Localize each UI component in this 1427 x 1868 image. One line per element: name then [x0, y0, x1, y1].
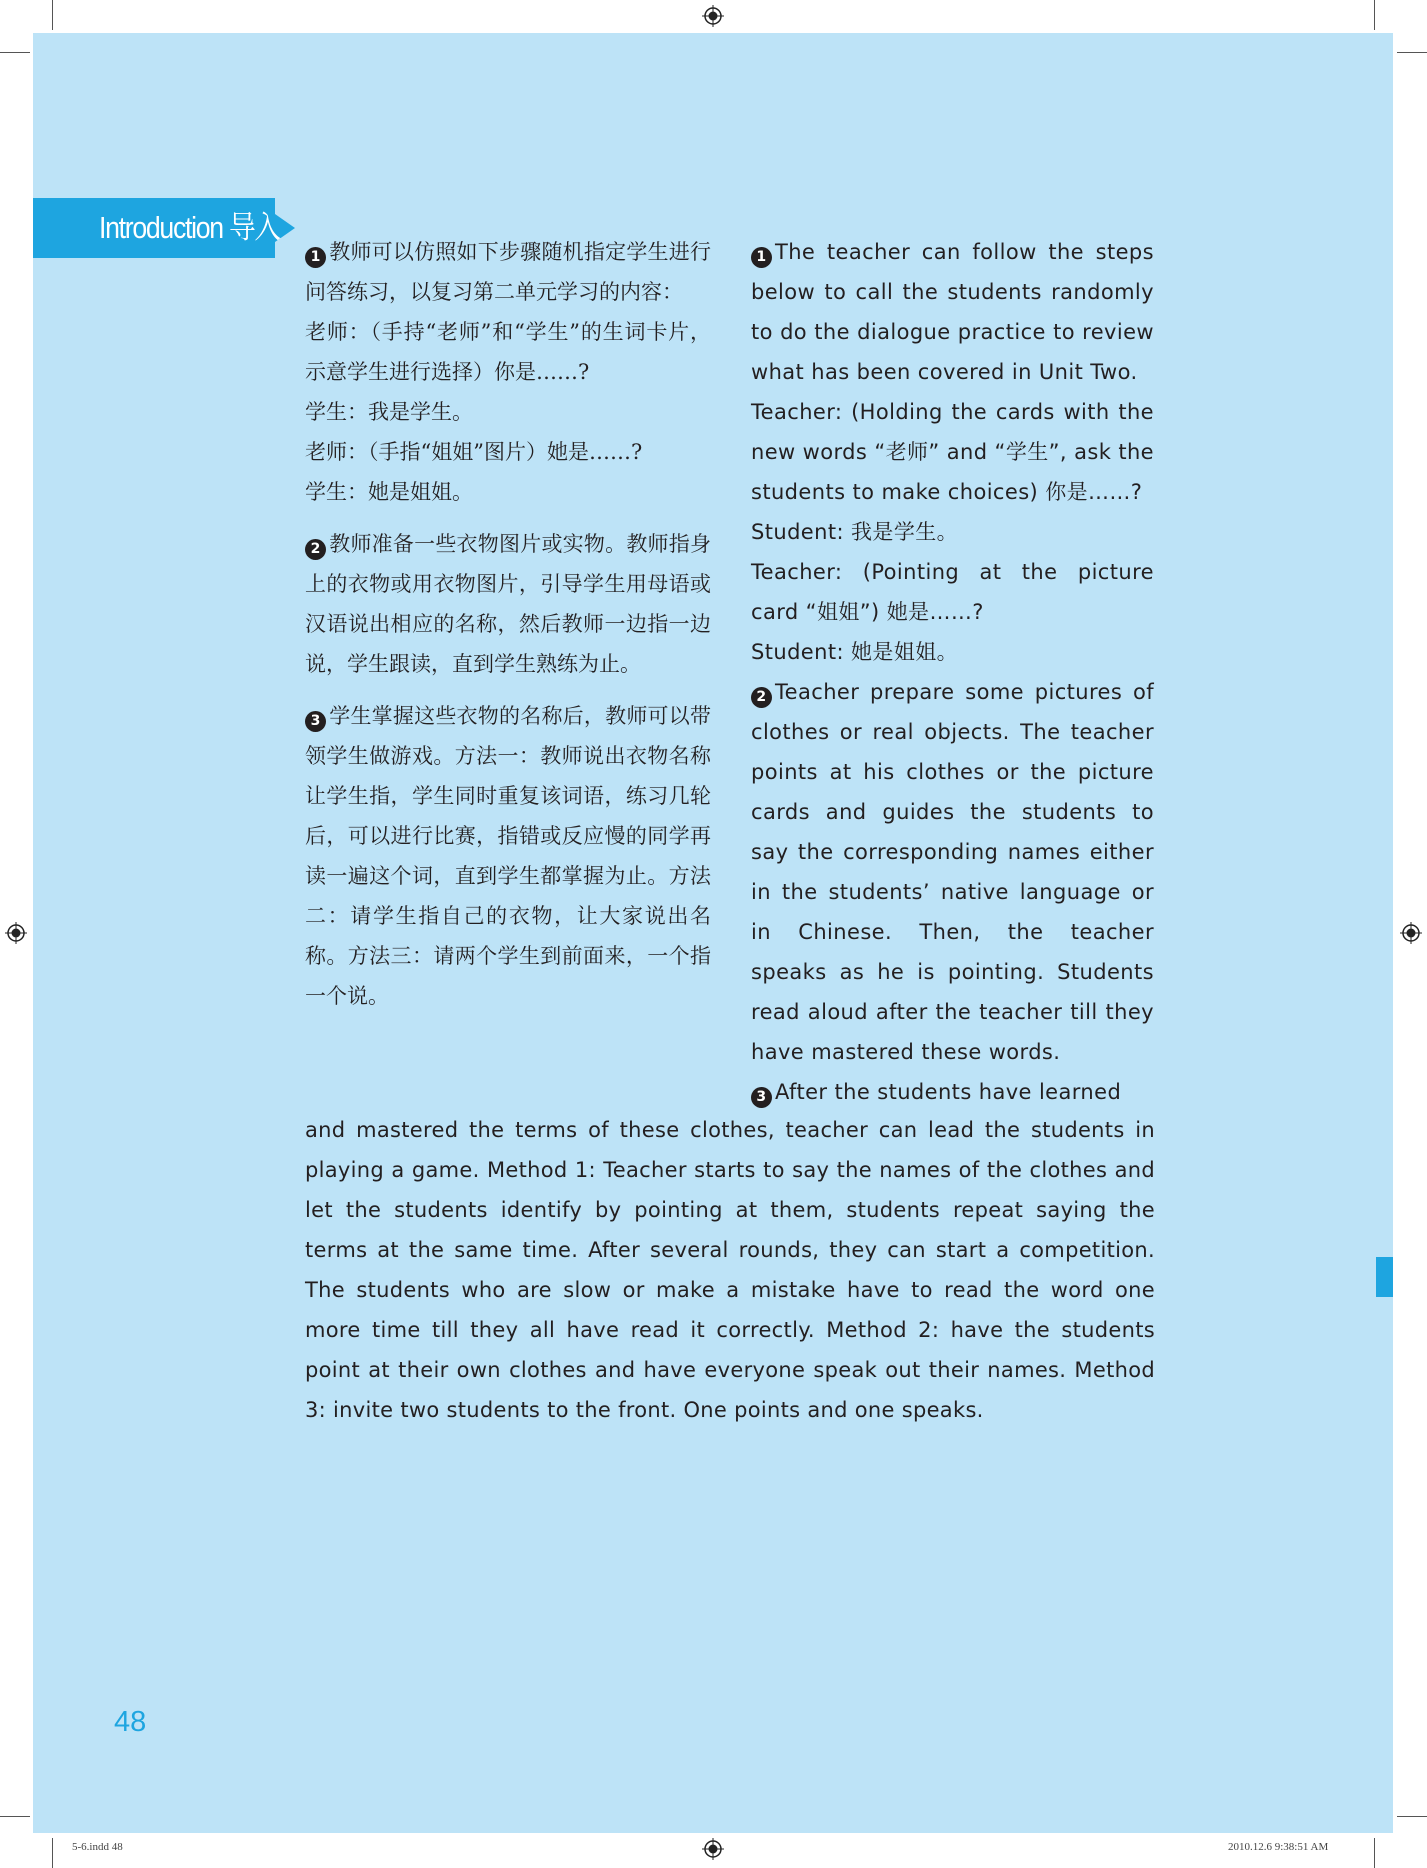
side-tab-marker: [1376, 1257, 1393, 1297]
english-column: [751, 232, 1154, 1112]
number-badge: 2: [305, 539, 326, 560]
number-badge: 1: [305, 247, 326, 268]
list-item: 1 教师可以仿照如下步骤随机指定学生进行问答练习，以复习第二单元学习的内容：: [305, 240, 711, 304]
number-badge: 2: [751, 687, 772, 708]
crop-mark: [52, 0, 53, 30]
registration-mark-icon: [1400, 922, 1422, 944]
section-tab: [33, 198, 295, 258]
chinese-column: [305, 232, 711, 1016]
registration-mark-icon: [702, 5, 724, 27]
list-item: 学生：她是姐姐。: [305, 480, 473, 504]
list-item: 老师：（手指“姐姐”图片）她是……?: [305, 440, 643, 464]
crop-mark: [0, 52, 30, 53]
registration-mark-icon: [5, 922, 27, 944]
english-paragraph-3-continued: and mastered the terms of these clothes, teacher can lead the students in playing a game. Method 1: Teacher starts to say the names of the clothes and let the students identify by pointing at them, students repeat saying the terms at the same time. After several rounds, they can start a competition. The students who are slow or make a mistake have to read the word one more time till they all have read it correctly. Method 2: have the students point at their own clothes and have everyone speak out their names. Method 3: invite two students to the front. One points and one speaks.: [305, 1118, 1155, 1422]
section-label: Introduction 导入: [99, 210, 280, 245]
number-badge: 3: [305, 711, 326, 732]
registration-mark-icon: [702, 1838, 724, 1860]
english-paragraph-2: 2 Teacher prepare some pictures of clothes or real objects. The teacher points at his clothes or the picture cards and guides the students to say the corresponding names either in the students’ native language or in Chinese. Then, the teacher speaks as he is pointing. Students read aloud after the teacher till they have mastered these words.: [751, 680, 1154, 1064]
crop-mark: [0, 1816, 30, 1817]
chinese-paragraph-3: 3 学生掌握这些衣物的名称后，教师可以带领学生做游戏。方法一：教师说出衣物名称让学生指，学生同时重复该词语，练习几轮后，可以进行比赛，指错或反应慢的同学再读一遍这个词，直到学生都掌握为止。方法二：请学生指自己的衣物，让大家说出名称。方法三：请两个学生到前面来，一个指一个说。: [305, 704, 711, 1008]
file-slug: 5-6.indd 48: [72, 1841, 123, 1853]
chinese-paragraph-2: 2 教师准备一些衣物图片或实物。教师指身上的衣物或用衣物图片，引导学生用母语或汉语说出相应的名称，然后教师一边指一边说，学生跟读，直到学生熟练为止。: [305, 532, 711, 676]
chinese-paragraph-1: [305, 232, 711, 512]
number-badge: 3: [751, 1087, 772, 1108]
crop-mark: [1397, 52, 1427, 53]
crop-mark: [52, 1838, 53, 1868]
list-item: 老师：（手持“老师”和“学生”的生词卡片，示意学生进行选择）你是……?: [305, 320, 711, 384]
list-item: Student: 我是学生。: [751, 520, 959, 544]
list-item: Student: 她是姐姐。: [751, 640, 959, 664]
page-number: 48: [114, 1706, 147, 1738]
english-paragraph-3-start: 3 After the students have learned: [751, 1072, 1154, 1112]
crop-mark: [1374, 1838, 1375, 1868]
crop-mark: [1397, 1816, 1427, 1817]
list-item: Teacher: (Pointing at the picture card “姐姐”) 她是……?: [751, 560, 1154, 624]
number-badge: 1: [751, 247, 772, 268]
crop-mark: [1374, 0, 1375, 30]
list-item: 学生：我是学生。: [305, 400, 473, 424]
timestamp-slug: 2010.12.6 9:38:51 AM: [1228, 1841, 1329, 1853]
english-paragraph-1: 1 The teacher can follow the steps below to call the students randomly to do the dialogue practice to review what has been covered in Unit Two.: [751, 240, 1154, 384]
list-item: Teacher: (Holding the cards with the new words “老师” and “学生”, ask the students to make choices) 你是……?: [751, 400, 1154, 504]
page-background: [33, 33, 1393, 1833]
